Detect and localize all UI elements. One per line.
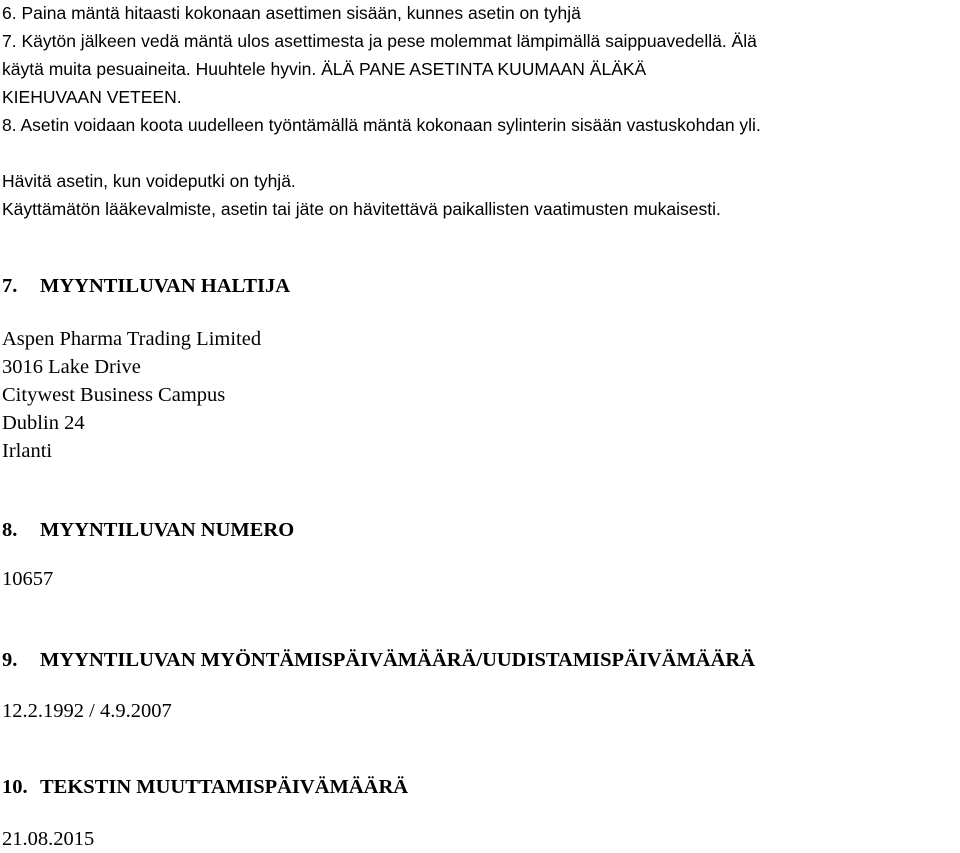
instruction-step-8: 8. Asetin voidaan koota uudelleen työntämällä mäntä kokonaan sylinterin sisään vastuskohdan yli. [2, 115, 761, 135]
disposal-requirement: Käyttämätön lääkevalmiste, asetin tai jäte on hävitettävä paikallisten vaatimusten mukaisesti. [2, 199, 721, 219]
section-9-heading [2, 646, 755, 674]
instruction-step-7-continued: käytä muita pesuaineita. Huuhtele hyvin. ÄLÄ PANE ASETINTA KUUMAAN ÄLÄKÄ [2, 59, 647, 79]
section-number: 7. [2, 275, 18, 297]
section-10-heading [2, 773, 408, 801]
section-title: MYYNTILUVAN MYÖNTÄMISPÄIVÄMÄÄRÄ/UUDISTAMISPÄIVÄMÄÄRÄ [40, 649, 756, 671]
section-title: MYYNTILUVAN HALTIJA [40, 275, 291, 297]
section-number: 10. [2, 776, 28, 798]
disposal-note: Hävitä asetin, kun voideputki on tyhjä. [2, 171, 296, 191]
holder-street: 3016 Lake Drive [2, 356, 141, 378]
holder-name: Aspen Pharma Trading Limited [2, 328, 262, 350]
section-title: MYYNTILUVAN NUMERO [40, 519, 295, 541]
holder-country: Irlanti [2, 440, 53, 462]
section-number: 9. [2, 649, 18, 671]
revision-date: 21.08.2015 [2, 828, 95, 850]
holder-city: Dublin 24 [2, 412, 85, 434]
instruction-step-7: 7. Käytön jälkeen vedä mäntä ulos asettimesta ja pese molemmat lämpimällä saippuavedellä. Älä [2, 31, 757, 51]
section-7-heading [2, 272, 290, 300]
section-8-heading [2, 516, 294, 544]
instruction-step-6: 6. Paina mäntä hitaasti kokonaan asettimen sisään, kunnes asetin on tyhjä [2, 3, 581, 23]
section-number: 8. [2, 519, 18, 541]
section-title: TEKSTIN MUUTTAMISPÄIVÄMÄÄRÄ [40, 776, 409, 798]
authorisation-dates: 12.2.1992 / 4.9.2007 [2, 700, 172, 722]
holder-campus: Citywest Business Campus [2, 384, 226, 406]
authorisation-number: 10657 [2, 568, 54, 590]
instruction-step-7-end: KIEHUVAAN VETEEN. [2, 87, 182, 107]
